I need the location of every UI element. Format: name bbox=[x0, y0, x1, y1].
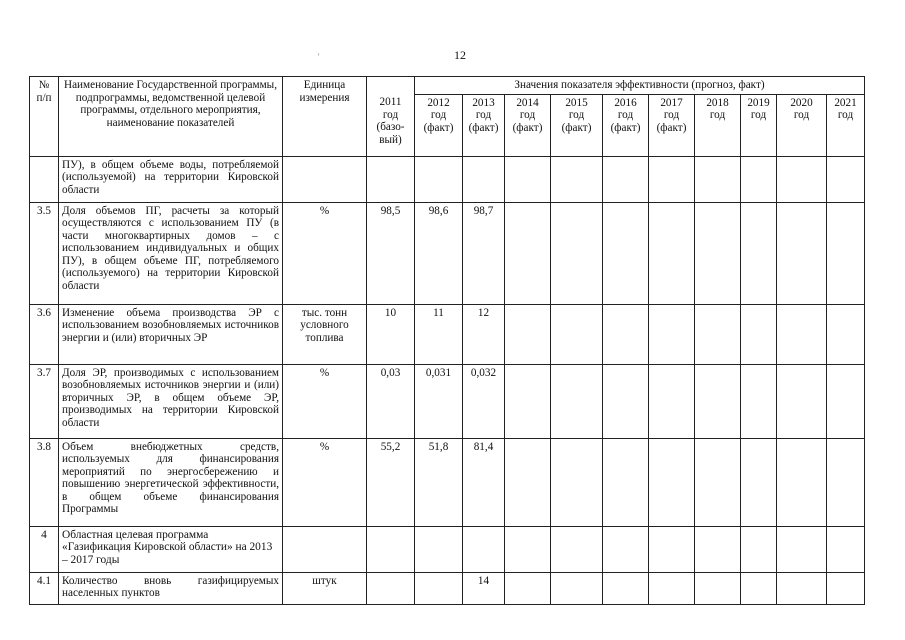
value-cell bbox=[551, 156, 603, 202]
value-cell bbox=[695, 572, 741, 604]
value-cell bbox=[649, 156, 695, 202]
value-cell bbox=[827, 438, 865, 526]
value-cell bbox=[741, 304, 777, 364]
indicator-unit: штук bbox=[283, 572, 367, 604]
value-cell: 98,5 bbox=[367, 202, 415, 304]
year-label: 2018 год bbox=[706, 96, 729, 122]
year-label: 2011 год (базо- вый) bbox=[376, 96, 405, 146]
value-cell bbox=[463, 526, 505, 572]
value-cell bbox=[741, 202, 777, 304]
stray-mark: ' bbox=[318, 52, 320, 61]
value-cell bbox=[505, 364, 551, 438]
value-cell: 98,7 bbox=[463, 202, 505, 304]
value-cell bbox=[551, 364, 603, 438]
value-cell bbox=[367, 156, 415, 202]
header-col-values bbox=[415, 77, 865, 95]
value-cell bbox=[777, 526, 827, 572]
table-row bbox=[30, 526, 865, 572]
value-cell: 10 bbox=[367, 304, 415, 364]
year-header bbox=[505, 94, 551, 156]
year-header bbox=[415, 94, 463, 156]
value-cell bbox=[463, 156, 505, 202]
value-cell bbox=[505, 526, 551, 572]
value-cell bbox=[367, 572, 415, 604]
program-title: Областная целевая программа «Газификация Кировской области» на 2013 – 2017 годы bbox=[59, 526, 283, 572]
indicator-name: Объем внебюджетных средств, используемых для финансирования мероприятий по энергосбережению и повышению энергетической эффективности, в общем объеме финансирования Программы bbox=[59, 438, 283, 526]
value-cell bbox=[695, 364, 741, 438]
value-cell bbox=[695, 438, 741, 526]
indicator-unit: % bbox=[283, 438, 367, 526]
value-cell bbox=[603, 572, 649, 604]
year-header bbox=[367, 94, 415, 156]
value-cell bbox=[551, 438, 603, 526]
value-cell bbox=[827, 526, 865, 572]
indicator-table bbox=[29, 76, 865, 605]
row-number: 3.7 bbox=[30, 364, 59, 438]
year-header bbox=[551, 94, 603, 156]
value-cell bbox=[695, 156, 741, 202]
value-cell bbox=[603, 156, 649, 202]
value-cell bbox=[827, 156, 865, 202]
value-cell: 51,8 bbox=[415, 438, 463, 526]
value-cell bbox=[777, 438, 827, 526]
indicator-name: ПУ), в общем объеме воды, потребляемой (используемой) на территории Кировской области bbox=[59, 156, 283, 202]
table-row bbox=[30, 156, 865, 202]
indicator-name: Доля объемов ПГ, расчеты за который осуществляются с использованием ПУ (в части многоквартирных домов – с использованием индивидуальных и общих ПУ), в общем объеме ПГ, потребляемого (используемого) на территории Кировской области bbox=[59, 202, 283, 304]
indicator-name: Количество вновь газифицируемых населенных пунктов bbox=[59, 572, 283, 604]
value-cell: 98,6 bbox=[415, 202, 463, 304]
table-row bbox=[30, 202, 865, 304]
value-cell bbox=[505, 438, 551, 526]
value-cell bbox=[741, 438, 777, 526]
indicator-unit bbox=[283, 156, 367, 202]
indicator-name: Доля ЭР, производимых с использованием возобновляемых источников энергии и (или) вторичных ЭР, в общем объеме ЭР, производимых на территории Кировской области bbox=[59, 364, 283, 438]
value-cell bbox=[603, 364, 649, 438]
value-cell bbox=[649, 526, 695, 572]
value-cell bbox=[827, 364, 865, 438]
year-header bbox=[827, 94, 865, 156]
value-cell bbox=[695, 526, 741, 572]
value-cell: 81,4 bbox=[463, 438, 505, 526]
value-cell bbox=[695, 202, 741, 304]
value-cell bbox=[827, 572, 865, 604]
value-cell bbox=[777, 572, 827, 604]
header-col-name bbox=[59, 77, 283, 157]
header-col-unit bbox=[283, 77, 367, 157]
value-cell bbox=[415, 572, 463, 604]
value-cell bbox=[551, 304, 603, 364]
value-cell bbox=[649, 364, 695, 438]
value-cell bbox=[777, 202, 827, 304]
value-cell bbox=[741, 156, 777, 202]
value-cell bbox=[649, 202, 695, 304]
indicator-unit: тыс. тонн условного топлива bbox=[283, 304, 367, 364]
value-cell: 12 bbox=[463, 304, 505, 364]
value-cell bbox=[505, 304, 551, 364]
header-col-unit-text: Единица измерения bbox=[299, 79, 350, 104]
year-label: 2012 год (факт) bbox=[423, 96, 454, 134]
value-cell bbox=[777, 364, 827, 438]
header-col-values-text: Значения показателя эффективности (прогноз, факт) bbox=[514, 79, 765, 91]
value-cell bbox=[603, 304, 649, 364]
year-label: 2014 год (факт) bbox=[512, 96, 543, 134]
value-cell bbox=[505, 156, 551, 202]
year-header bbox=[649, 94, 695, 156]
row-number: 4.1 bbox=[30, 572, 59, 604]
value-cell bbox=[603, 526, 649, 572]
year-label: 2021 год bbox=[834, 96, 857, 122]
value-cell: 0,032 bbox=[463, 364, 505, 438]
table-row bbox=[30, 572, 865, 604]
value-cell bbox=[649, 304, 695, 364]
indicator-unit bbox=[283, 526, 367, 572]
value-cell bbox=[649, 572, 695, 604]
header-col-no bbox=[30, 77, 59, 157]
value-cell: 55,2 bbox=[367, 438, 415, 526]
value-cell bbox=[741, 364, 777, 438]
header-blank-cell bbox=[367, 77, 415, 95]
value-cell bbox=[551, 572, 603, 604]
value-cell bbox=[741, 572, 777, 604]
value-cell bbox=[505, 202, 551, 304]
header-col-no-text: № п/п bbox=[36, 79, 52, 104]
year-label: 2013 год (факт) bbox=[468, 96, 499, 134]
value-cell bbox=[827, 304, 865, 364]
year-label: 2020 год bbox=[790, 96, 813, 122]
value-cell: 11 bbox=[415, 304, 463, 364]
year-label: 2019 год bbox=[747, 96, 770, 122]
page-number: 12 bbox=[454, 48, 466, 62]
row-number: 3.8 bbox=[30, 438, 59, 526]
row-number: 4 bbox=[30, 526, 59, 572]
value-cell bbox=[741, 526, 777, 572]
table-row bbox=[30, 304, 865, 364]
year-label: 2016 год (факт) bbox=[610, 96, 641, 134]
value-cell: 0,031 bbox=[415, 364, 463, 438]
year-header bbox=[463, 94, 505, 156]
value-cell bbox=[367, 526, 415, 572]
value-cell bbox=[827, 202, 865, 304]
table-row bbox=[30, 364, 865, 438]
indicator-unit: % bbox=[283, 202, 367, 304]
value-cell bbox=[415, 156, 463, 202]
row-number bbox=[30, 156, 59, 202]
value-cell bbox=[551, 526, 603, 572]
header-col-name-text: Наименование Государственной программы, подпрограммы, ведомственной целевой программы, отдельного мероприятия, наименование показателей bbox=[64, 79, 277, 129]
row-number: 3.5 bbox=[30, 202, 59, 304]
value-cell bbox=[603, 202, 649, 304]
year-header bbox=[695, 94, 741, 156]
value-cell bbox=[415, 526, 463, 572]
year-label: 2015 год (факт) bbox=[561, 96, 592, 134]
value-cell: 14 bbox=[463, 572, 505, 604]
year-header bbox=[603, 94, 649, 156]
value-cell bbox=[551, 202, 603, 304]
year-header bbox=[741, 94, 777, 156]
value-cell: 0,03 bbox=[367, 364, 415, 438]
table-row bbox=[30, 438, 865, 526]
value-cell bbox=[603, 438, 649, 526]
value-cell bbox=[649, 438, 695, 526]
value-cell bbox=[777, 156, 827, 202]
row-number: 3.6 bbox=[30, 304, 59, 364]
header-row-1 bbox=[30, 77, 865, 95]
value-cell bbox=[777, 304, 827, 364]
indicator-name: Изменение объема производства ЭР с использованием возобновляемых источников энергии и (или) вторичных ЭР bbox=[59, 304, 283, 364]
year-header bbox=[777, 94, 827, 156]
value-cell bbox=[505, 572, 551, 604]
value-cell bbox=[695, 304, 741, 364]
indicator-unit: % bbox=[283, 364, 367, 438]
year-label: 2017 год (факт) bbox=[656, 96, 687, 134]
